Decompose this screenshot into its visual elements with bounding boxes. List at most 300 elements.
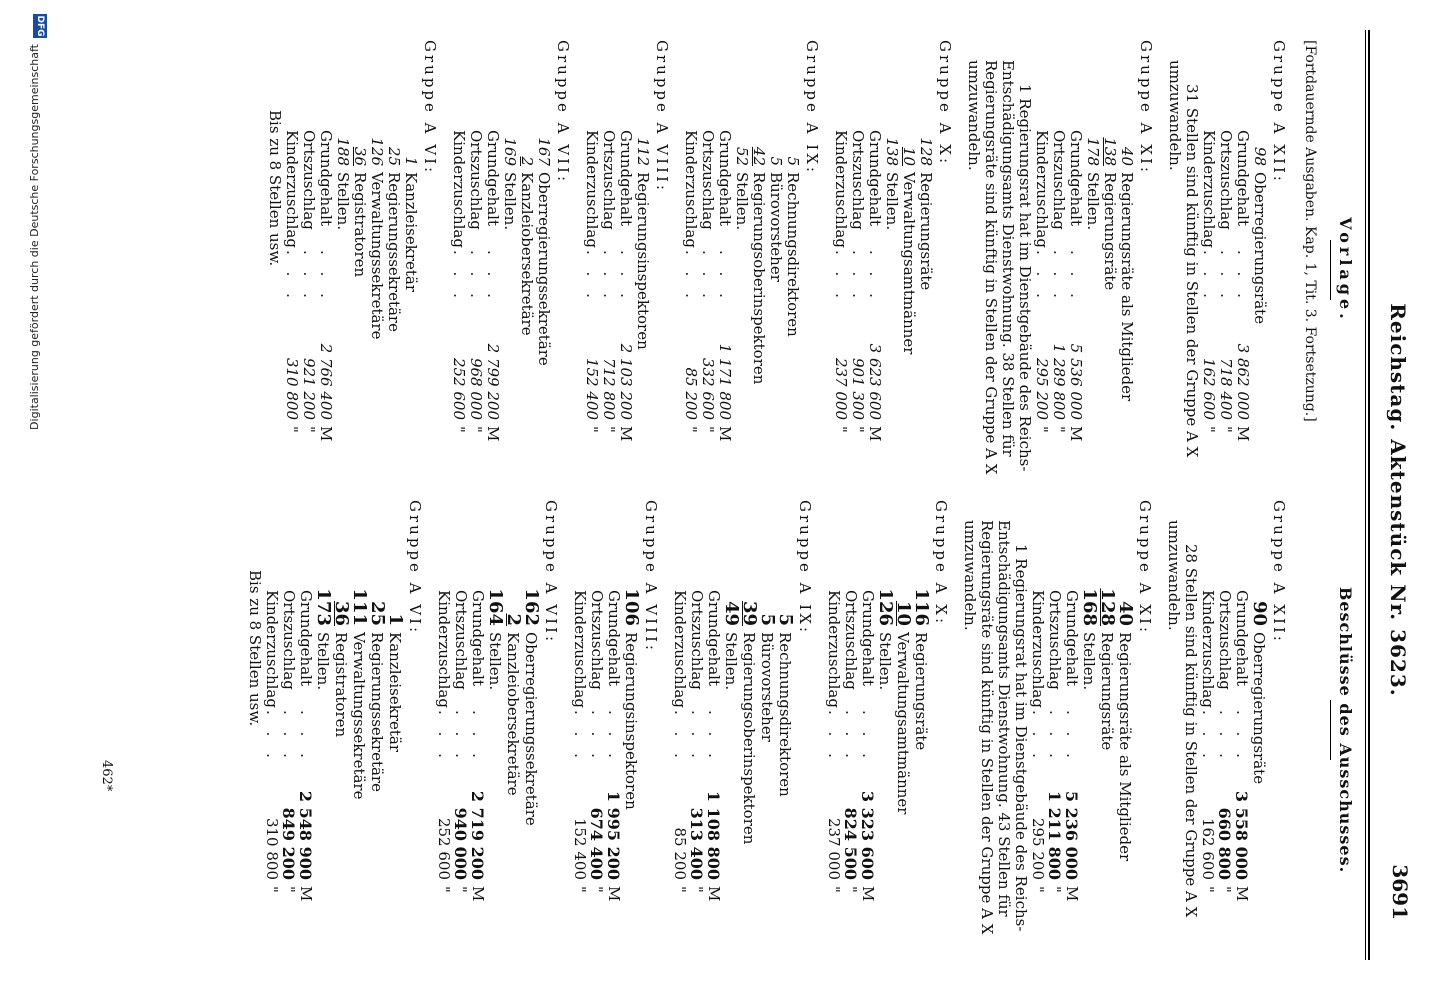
position-title: Regierungsräte	[912, 632, 930, 751]
salary-group	[825, 500, 949, 960]
leader-dots: . . .	[588, 710, 606, 764]
position-line	[402, 40, 419, 500]
pay-line	[671, 500, 688, 960]
pay-label: Ortszuschlag	[467, 130, 485, 230]
position-line	[368, 40, 385, 500]
group-heading: Gruppe A VII:	[542, 500, 560, 644]
pay-unit: "	[588, 886, 606, 893]
page-header	[1382, 40, 1412, 960]
group-tail: Bis zu 8 Stellen usw.	[266, 110, 284, 267]
pay-amount: 3 558 000	[1232, 790, 1251, 880]
pay-amount: 3 323 600	[858, 790, 877, 880]
leader-dots: . . .	[1217, 250, 1235, 304]
position-line	[740, 500, 758, 960]
leader-dots: . . .	[842, 710, 860, 764]
position-title: Stellen.	[1084, 172, 1102, 231]
pay-unit: M	[605, 886, 623, 902]
pay-line	[300, 40, 317, 500]
leader-dots: . . .	[1029, 710, 1047, 764]
pay-amount: 2 548 900	[296, 790, 315, 880]
pay-label: Ortszuschlag	[300, 130, 318, 230]
pay-label: Grundgehalt	[1233, 590, 1251, 686]
position-title: Verwaltungssekretäre	[350, 632, 368, 800]
leader-dots: . . .	[297, 710, 315, 764]
pay-line	[1233, 500, 1250, 960]
position-count: 5	[784, 156, 802, 166]
leader-dots: . . .	[450, 250, 468, 304]
position-line	[634, 40, 651, 500]
column-beschluesse	[234, 500, 1354, 960]
position-count: 169	[501, 137, 519, 166]
position-count: 164	[485, 588, 506, 626]
leader-dots: . . .	[699, 250, 717, 304]
position-count: 36	[351, 146, 369, 166]
pay-unit: "	[842, 886, 860, 893]
dfg-logo-icon: DFG	[35, 15, 45, 37]
pay-label: Ortszuschlag	[1217, 130, 1235, 230]
pay-label: Ortszuschlag	[688, 590, 706, 690]
pay-amount: 5 536 000	[1067, 343, 1085, 420]
leader-dots: . . .	[688, 710, 706, 764]
leader-dots: . . .	[1063, 710, 1081, 764]
position-count: 168	[1079, 588, 1100, 626]
pay-unit: "	[1029, 886, 1047, 893]
pay-line	[605, 500, 622, 960]
position-count: 138	[1101, 137, 1119, 166]
pay-amount: 3 623 600	[866, 343, 884, 420]
pay-label: Grundgehalt	[297, 590, 315, 686]
position-count: 40	[1115, 600, 1136, 626]
pay-unit: "	[280, 886, 298, 893]
pay-amount: 901 300	[849, 357, 867, 420]
pay-unit: "	[452, 886, 470, 893]
pay-unit: M	[469, 886, 487, 902]
position-title: Kanzleisekretär	[386, 632, 404, 753]
leader-dots: . . .	[849, 250, 867, 304]
position-line	[334, 40, 351, 500]
pay-line	[842, 500, 859, 960]
pay-amount: 660 800	[1215, 807, 1234, 880]
position-title: Bürovorsteher	[767, 172, 785, 282]
position-count: 1	[402, 156, 420, 166]
pay-unit: "	[1200, 426, 1218, 433]
pay-unit: "	[283, 426, 301, 433]
pay-amount: 718 400	[1217, 357, 1235, 420]
position-title: Kanzleiobersekretäre	[518, 172, 536, 336]
digitization-footer	[9, 4, 49, 994]
pay-line	[588, 500, 605, 960]
pay-line	[1046, 500, 1063, 960]
pay-amount: 1 171 800	[716, 343, 734, 420]
position-title: Regierungssekretäre	[385, 172, 403, 332]
position-title: Regierungsinspektoren	[622, 632, 640, 810]
position-title: Regierungsräte	[1101, 172, 1119, 291]
pay-amount: 295 200	[1029, 817, 1047, 880]
pay-label: Kinderzuschlag	[571, 590, 589, 708]
salary-group	[571, 500, 659, 960]
position-line	[1084, 40, 1101, 500]
pay-line	[263, 500, 280, 960]
pay-unit: "	[1033, 426, 1051, 433]
pay-label: Grundgehalt	[705, 590, 723, 686]
pay-amount: 237 000	[832, 357, 850, 420]
position-count: 126	[368, 137, 386, 166]
header-rule-thin	[1365, 30, 1366, 960]
position-count: 90	[1249, 600, 1270, 626]
position-count: 173	[313, 588, 334, 626]
position-title: Stellen.	[722, 632, 740, 691]
salary-group	[671, 500, 813, 960]
pay-amount: 3 862 000	[1234, 343, 1252, 420]
position-line	[622, 500, 640, 960]
position-line	[917, 40, 934, 500]
pay-label: Grundgehalt	[617, 130, 635, 226]
pay-line	[467, 40, 484, 500]
leader-dots: . . .	[705, 710, 723, 764]
pay-line	[435, 500, 452, 960]
group-heading: Gruppe A XI:	[1137, 40, 1155, 175]
pay-unit: "	[849, 426, 867, 433]
position-count: 167	[535, 137, 553, 166]
position-title: Regierungsräte	[917, 172, 935, 291]
group-tail: Bis zu 8 Stellen usw.	[246, 570, 264, 727]
pay-label: Grundgehalt	[716, 130, 734, 226]
position-line	[883, 40, 900, 500]
position-title: Rechnungsdirektoren	[784, 172, 802, 337]
position-line	[351, 40, 368, 500]
pay-line	[1200, 40, 1217, 500]
pay-amount: 237 000	[825, 817, 843, 880]
pay-unit: "	[1217, 426, 1235, 433]
pay-amount: 310 800	[263, 817, 281, 880]
pay-unit: "	[825, 886, 843, 893]
pay-unit: "	[699, 426, 717, 433]
leader-dots: . . .	[317, 250, 335, 304]
pay-label: Grundgehalt	[484, 130, 502, 226]
pay-unit: "	[450, 426, 468, 433]
pay-unit: M	[859, 886, 877, 902]
position-line	[1116, 500, 1134, 960]
pay-label: Grundgehalt	[317, 130, 335, 226]
position-count: 2	[503, 613, 524, 626]
pay-amount: 940 000	[451, 807, 470, 880]
pay-amount: 295 200	[1033, 357, 1051, 420]
pay-unit: "	[671, 886, 689, 893]
pay-amount: 252 600	[435, 817, 453, 880]
position-line	[758, 500, 776, 960]
leader-dots: . . .	[1067, 250, 1085, 304]
pay-unit: M	[484, 426, 502, 442]
position-title: Bürovorsteher	[758, 632, 776, 742]
pay-amount: 310 800	[283, 357, 301, 420]
pay-label: Grundgehalt	[866, 130, 884, 226]
pay-amount: 5 236 000	[1062, 790, 1081, 880]
position-line	[504, 500, 522, 960]
pay-line	[699, 40, 716, 500]
pay-unit: "	[832, 426, 850, 433]
position-count: 112	[634, 137, 652, 166]
position-line	[501, 40, 518, 500]
pay-amount: 2 719 200	[468, 790, 487, 880]
position-count: 162	[521, 588, 542, 626]
pay-unit: "	[1199, 886, 1217, 893]
pay-unit: M	[1233, 886, 1251, 902]
leader-dots: . . .	[605, 710, 623, 764]
position-title: Stellen.	[334, 172, 352, 231]
pay-label: Kinderzuschlag	[435, 590, 453, 708]
position-title: Registratoren	[351, 172, 369, 278]
pay-line	[1033, 40, 1050, 500]
leader-dots: . . .	[300, 250, 318, 304]
leader-dots: . . .	[280, 710, 298, 764]
pay-unit: M	[1063, 886, 1081, 902]
position-line	[876, 500, 894, 960]
leader-dots: . . .	[283, 250, 301, 304]
pay-amount: 1 108 800	[704, 790, 723, 880]
position-title: Stellen.	[876, 632, 894, 691]
position-title: Oberregierungsräte	[1251, 172, 1269, 325]
position-count: 5	[757, 613, 778, 626]
leader-dots: . . .	[571, 710, 589, 764]
position-count: 25	[385, 146, 403, 166]
continuation-line: [Fortdauernde Ausgaben. Kap. 1, Tit. 3. Fortsetzung.]	[1302, 40, 1318, 422]
group-heading: Gruppe A XII:	[1270, 500, 1288, 644]
continuation-spacer	[1301, 500, 1318, 960]
pay-amount: 152 400	[571, 817, 589, 880]
pay-amount: 313 400	[687, 807, 706, 880]
leader-dots: . . .	[1234, 250, 1252, 304]
position-title: Kanzleisekretär	[402, 172, 420, 293]
position-title: Oberregierungssekretäre	[535, 172, 553, 366]
position-line	[486, 500, 504, 960]
column-vorlage	[254, 40, 1354, 500]
position-line	[722, 500, 740, 960]
leader-dots: . . .	[1200, 250, 1218, 304]
position-line	[776, 500, 794, 960]
position-count: 116	[911, 588, 932, 626]
pay-line	[1067, 40, 1084, 500]
position-title: Oberregierungssekretäre	[522, 632, 540, 826]
pay-line	[1234, 40, 1251, 500]
position-count: 2	[518, 156, 536, 166]
pay-label: Grundgehalt	[859, 590, 877, 686]
group-heading: Gruppe A VI:	[421, 40, 439, 176]
position-title: Stellen.	[501, 172, 519, 231]
position-line	[314, 500, 332, 960]
position-title: Stellen.	[486, 632, 504, 691]
position-title: Regierungsoberinspektoren	[750, 172, 768, 385]
position-count: 106	[621, 588, 642, 626]
pay-amount: 968 000	[467, 357, 485, 420]
pay-unit: "	[682, 426, 700, 433]
pay-amount: 332 600	[699, 357, 717, 420]
salary-group	[450, 40, 571, 500]
pay-label: Kinderzuschlag	[1033, 130, 1051, 248]
position-title: Regierungsinspektoren	[634, 172, 652, 350]
position-line	[750, 40, 767, 500]
pay-label: Grundgehalt	[1067, 130, 1085, 226]
position-count: 128	[917, 137, 935, 166]
pay-line	[1063, 500, 1080, 960]
position-count: 25	[367, 600, 388, 626]
pay-label: Kinderzuschlag	[832, 130, 850, 248]
salary-group	[965, 40, 1154, 500]
position-title: Regierungsoberinspektoren	[740, 632, 758, 845]
pay-line	[832, 40, 849, 500]
salary-group	[266, 40, 438, 500]
position-line	[1101, 40, 1118, 500]
group-heading: Gruppe A VIII:	[653, 40, 671, 193]
position-count: 98	[1251, 146, 1269, 166]
pay-line	[1029, 500, 1046, 960]
group-heading: Gruppe A X:	[936, 40, 954, 166]
pay-line	[849, 40, 866, 500]
title-rule	[1330, 240, 1331, 300]
pay-unit: M	[297, 886, 315, 902]
leader-dots: . . .	[866, 250, 884, 304]
position-count: 1	[385, 613, 406, 626]
leader-dots: . . .	[617, 250, 635, 304]
group-heading: Gruppe A IX:	[796, 500, 814, 635]
position-title: Verwaltungsamtmänner	[900, 172, 918, 355]
pay-line	[617, 40, 634, 500]
leader-dots: . . .	[583, 250, 601, 304]
leader-dots: . . .	[484, 250, 502, 304]
position-line	[1080, 500, 1098, 960]
pay-amount: 162 600	[1200, 357, 1218, 420]
position-title: Regierungssekretäre	[368, 632, 386, 792]
position-line	[386, 500, 404, 960]
group-heading: Gruppe A VI:	[406, 500, 424, 636]
position-line	[912, 500, 930, 960]
position-line	[518, 40, 535, 500]
pay-amount: 2 799 200	[484, 343, 502, 420]
pay-line	[280, 500, 297, 960]
pay-unit: M	[617, 426, 635, 442]
position-count: 178	[1084, 137, 1102, 166]
pay-amount: 1 289 800	[1050, 343, 1068, 420]
pay-label: Kinderzuschlag	[825, 590, 843, 708]
leader-dots: . . .	[1199, 710, 1217, 764]
pay-label: Ortszuschlag	[600, 130, 618, 230]
position-line	[900, 40, 917, 500]
position-line	[894, 500, 912, 960]
pay-unit: "	[600, 426, 618, 433]
pay-amount: 849 200	[279, 807, 298, 880]
group-heading: Gruppe A IX:	[803, 40, 821, 175]
pay-label: Ortszuschlag	[280, 590, 298, 690]
pay-unit: M	[1234, 426, 1252, 442]
leader-dots: . . .	[832, 250, 850, 304]
pay-amount: 674 400	[587, 807, 606, 880]
leader-dots: . . .	[600, 250, 618, 304]
position-line	[1251, 40, 1268, 500]
position-count: 39	[739, 600, 760, 626]
position-count: 10	[893, 600, 914, 626]
pay-unit: "	[300, 426, 318, 433]
position-title: Regierungsräte als Mitglieder	[1116, 632, 1134, 862]
leader-dots: . . .	[825, 710, 843, 764]
salary-group	[682, 40, 820, 500]
group-note: 28 Stellen sind künftig in Stellen der Gruppe A X umzuwandeln.	[1165, 520, 1200, 918]
pay-unit: "	[1046, 886, 1064, 893]
pay-label: Ortszuschlag	[452, 590, 470, 690]
salary-group	[832, 40, 953, 500]
pay-amount: 85 200	[682, 367, 700, 420]
position-count: 126	[875, 588, 896, 626]
position-count: 40	[1118, 146, 1136, 166]
position-title: Stellen.	[314, 632, 332, 691]
pay-amount: 2 766 400	[317, 343, 335, 420]
pay-unit: "	[467, 426, 485, 433]
pay-line	[1217, 40, 1234, 500]
pay-unit: "	[1050, 426, 1068, 433]
pay-line	[688, 500, 705, 960]
pay-line	[866, 40, 883, 500]
pay-label: Kinderzuschlag	[263, 590, 281, 708]
salary-group	[246, 500, 423, 960]
group-heading: Gruppe A XII:	[1270, 40, 1288, 184]
salary-group	[583, 40, 670, 500]
pay-label: Ortszuschlag	[842, 590, 860, 690]
digitization-note: Digitalisierung gefördert durch die Deutsche Forschungsgemeinschaft	[28, 44, 41, 430]
pay-amount: 824 500	[841, 807, 860, 880]
pay-unit: M	[705, 886, 723, 902]
pay-amount: 152 400	[583, 357, 601, 420]
column-title: Beschlüsse des Ausschusses.	[1336, 586, 1355, 874]
group-heading: Gruppe A X:	[932, 500, 950, 626]
position-count: 49	[721, 600, 742, 626]
pay-label: Ortszuschlag	[588, 590, 606, 690]
position-count: 42	[750, 146, 768, 166]
leader-dots: . . .	[1046, 710, 1064, 764]
position-count: 36	[331, 600, 352, 626]
group-note: 1 Regierungsrat hat im Dienstgebäude des Reichs-Entschädigungsamts Dienstwohnung. 43 Stellen für Regierungsräte sind künftig in Stellen der Gruppe A X umzuwandeln.	[961, 520, 1030, 935]
pay-unit: "	[1216, 886, 1234, 893]
leader-dots: . . .	[469, 710, 487, 764]
position-line	[522, 500, 540, 960]
pay-label: Grundgehalt	[605, 590, 623, 686]
pay-label: Kinderzuschlag	[682, 130, 700, 248]
pay-line	[705, 500, 722, 960]
pay-unit: "	[571, 886, 589, 893]
pay-amount: 2 103 200	[617, 343, 635, 420]
pay-unit: M	[1067, 426, 1085, 442]
position-line	[1250, 500, 1268, 960]
leader-dots: . . .	[671, 710, 689, 764]
pay-label: Grundgehalt	[1063, 590, 1081, 686]
pay-line	[583, 40, 600, 500]
pay-line	[484, 40, 501, 500]
salary-group	[1165, 500, 1287, 960]
leader-dots: . . .	[435, 710, 453, 764]
position-title: Kanzleiobersekretäre	[504, 632, 522, 796]
pay-line	[283, 40, 300, 500]
pay-label: Kinderzuschlag	[450, 130, 468, 248]
leader-dots: . . .	[1050, 250, 1068, 304]
leader-dots: . . .	[1033, 250, 1051, 304]
pay-label: Kinderzuschlag	[283, 130, 301, 248]
pay-label: Ortszuschlag	[1216, 590, 1234, 690]
position-count: 5	[775, 613, 796, 626]
position-count: 138	[883, 137, 901, 166]
pay-label: Kinderzuschlag	[671, 590, 689, 708]
header-rule	[1368, 30, 1370, 960]
pay-amount: 85 200	[671, 827, 689, 880]
pay-amount: 712 800	[600, 357, 618, 420]
pay-label: Ortszuschlag	[1050, 130, 1068, 230]
pay-label: Grundgehalt	[469, 590, 487, 686]
